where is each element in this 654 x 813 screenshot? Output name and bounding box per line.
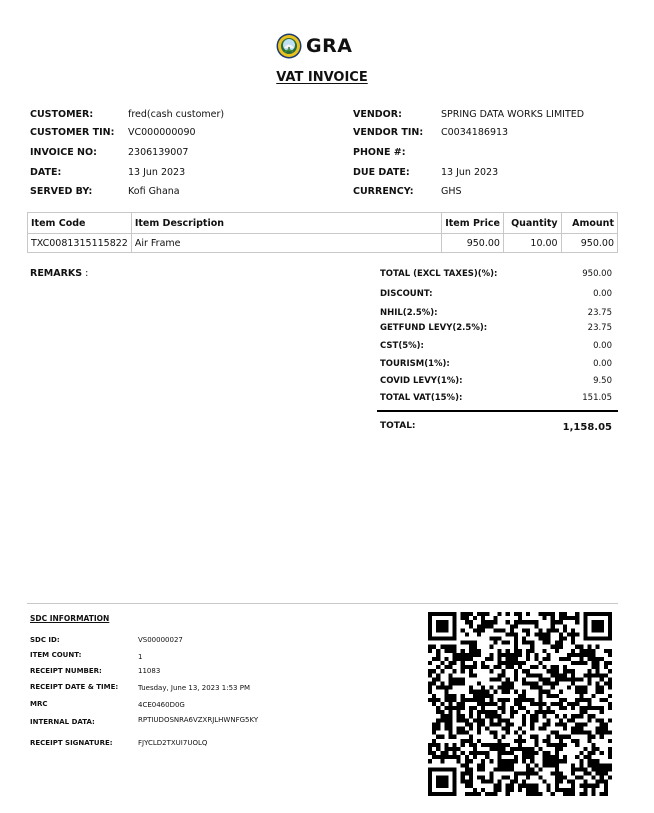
item-quantity: 10.00: [503, 234, 561, 253]
table-row: [28, 234, 618, 253]
discount-label: DISCOUNT:: [380, 289, 433, 299]
qr-code-icon: [428, 612, 612, 796]
currency-value: GHS: [441, 186, 462, 197]
section-divider: [27, 603, 618, 604]
covid-levy-label: COVID LEVY(1%):: [380, 376, 463, 386]
covid-levy-value: 9.50: [593, 376, 612, 386]
receipt-signature-value: FJYCLD2TXUI7UOLQ: [138, 739, 208, 747]
col-item-code: Item Code: [28, 213, 132, 234]
vendor-value: SPRING DATA WORKS LIMITED: [441, 109, 585, 120]
mrc-label: MRC: [30, 700, 48, 708]
vendor-tin-value: C0034186913: [441, 127, 509, 138]
remarks-separator: :: [82, 268, 89, 279]
internal-data-label: INTERNAL DATA:: [30, 718, 95, 726]
grand-total-value: 1,158.05: [562, 422, 612, 433]
currency-label: CURRENCY:: [353, 186, 414, 197]
receipt-datetime-value: Tuesday, June 13, 2023 1:53 PM: [138, 684, 250, 692]
col-quantity: Quantity: [503, 213, 561, 234]
cst-value: 0.00: [593, 341, 612, 351]
due-date-label: DUE DATE:: [353, 167, 410, 178]
nhil-label: NHIL(2.5%):: [380, 308, 438, 318]
tourism-label: TOURISM(1%):: [380, 359, 450, 369]
item-count-value: 1: [138, 653, 143, 661]
item-code: TXC0081315115822: [28, 234, 132, 253]
remarks: [30, 268, 88, 279]
receipt-signature-label: RECEIPT SIGNATURE:: [30, 739, 113, 747]
total-vat-value: 151.05: [582, 393, 612, 403]
page-title: VAT INVOICE: [276, 70, 368, 85]
date-label: DATE:: [30, 167, 62, 178]
served-by-value: Kofi Ghana: [128, 186, 180, 197]
invoice-no-value: 2306139007: [128, 147, 189, 158]
col-item-description: Item Description: [131, 213, 441, 234]
internal-data-value: RPTIUDOSNRA6VZXRJLHWNFG5KY: [138, 716, 259, 724]
due-date-value: 13 Jun 2023: [441, 167, 499, 178]
getfund-levy-label: GETFUND LEVY(2.5%):: [380, 323, 488, 333]
vendor-tin-label: VENDOR TIN:: [353, 127, 424, 138]
item-price: 950.00: [442, 234, 504, 253]
col-item-price: Item Price: [442, 213, 504, 234]
cst-label: CST(5%):: [380, 341, 424, 351]
customer-label: CUSTOMER:: [30, 109, 94, 120]
items-table: [27, 212, 618, 253]
customer-tin-label: CUSTOMER TIN:: [30, 127, 115, 138]
tourism-value: 0.00: [593, 359, 612, 369]
invoice-no-label: INVOICE NO:: [30, 147, 97, 158]
total-excl-taxes-label: TOTAL (EXCL TAXES)(%):: [380, 269, 498, 279]
getfund-levy-value: 23.75: [587, 323, 612, 333]
logo-text: GRA: [306, 35, 353, 57]
remarks-label: REMARKS: [30, 268, 83, 279]
sdc-id-label: SDC ID:: [30, 636, 60, 644]
receipt-number-value: 11083: [138, 667, 161, 675]
total-vat-label: TOTAL VAT(15%):: [380, 393, 463, 403]
receipt-datetime-label: RECEIPT DATE & TIME:: [30, 683, 119, 691]
sdc-title: SDC INFORMATION: [30, 614, 110, 623]
total-excl-taxes-value: 950.00: [582, 269, 612, 279]
item-description: Air Frame: [131, 234, 441, 253]
grand-total-label: TOTAL:: [380, 421, 416, 431]
sdc-id-value: VS00000027: [138, 636, 183, 644]
customer-tin-value: VC000000090: [128, 127, 196, 138]
mrc-value: 4CE0460D0G: [138, 701, 185, 709]
customer-value: fred(cash customer): [128, 109, 225, 120]
gra-emblem-icon: [276, 33, 302, 59]
served-by-label: SERVED BY:: [30, 186, 93, 197]
receipt-number-label: RECEIPT NUMBER:: [30, 667, 102, 675]
phone-label: PHONE #:: [353, 147, 406, 158]
col-amount: Amount: [561, 213, 617, 234]
vendor-label: VENDOR:: [353, 109, 402, 120]
nhil-value: 23.75: [587, 308, 612, 318]
gra-logo: [276, 33, 352, 59]
discount-value: 0.00: [593, 289, 612, 299]
table-header-row: [28, 213, 618, 234]
item-amount: 950.00: [561, 234, 617, 253]
date-value: 13 Jun 2023: [128, 167, 186, 178]
item-count-label: ITEM COUNT:: [30, 651, 82, 659]
totals-divider: [377, 410, 618, 412]
